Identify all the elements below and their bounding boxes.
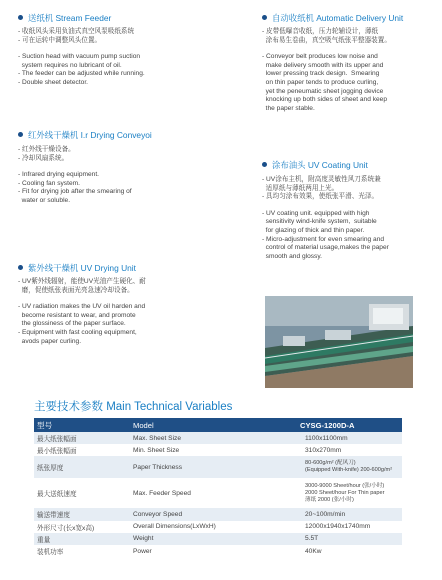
cell-value: 5.5T <box>260 533 402 545</box>
cell-zh: 重量 <box>34 533 130 545</box>
text-line: - Equipment with fast cooling equipment, <box>18 328 137 336</box>
cell-zh: 最小纸张幅面 <box>37 448 77 456</box>
cell-en: Paper Thickness <box>130 456 260 478</box>
text-line: on thin paper tends to produce curling, <box>262 78 379 86</box>
cell-zh: 装机功率 <box>37 549 64 557</box>
machine-photo <box>265 296 413 388</box>
text-line: 适厚纸与薄纸两用上光。 <box>262 184 339 192</box>
text-line: the glossiness of the paper surface. <box>18 320 126 328</box>
cell-value: 40Kw <box>305 547 322 555</box>
cell-value: 12000x1940x1740mm <box>305 523 371 531</box>
table-row <box>34 545 402 557</box>
cell-en: Conveyor Speed <box>130 508 260 520</box>
text-line: - 冷却风扇系统。 <box>18 154 69 162</box>
text-line: sensitivity wind-knife system, suitable <box>262 218 377 226</box>
header-cell: 型号 <box>34 418 130 432</box>
table-row <box>34 478 402 508</box>
table-row <box>34 456 402 478</box>
coating-title: 涂布油头 UV Coating Unit <box>262 159 368 171</box>
uv-dryer-title: 紫外线干燥机 UV Drying Unit <box>18 262 136 274</box>
cell-value: 80-600g/m² (配风刀) (Equipped With-knife) 200-600g/m² <box>260 456 402 478</box>
ir-dryer-title: 红外线干燥机 I.r Drying Conveyoi <box>18 129 152 141</box>
delivery-text <box>262 28 434 113</box>
text-line: - Cooling fan system. <box>18 179 80 187</box>
cell-zh: 输送带速度 <box>34 508 130 520</box>
cell-zh: 最大纸张幅面 <box>34 432 130 444</box>
text-line: - UV涂布主机，附高度灵敏性风刀系统兼 <box>262 176 381 183</box>
text-line: smooth and glossy. <box>262 252 322 260</box>
feeder-text <box>18 28 223 88</box>
text-line: for glazing of thick and thin paper. <box>262 226 365 234</box>
text-line: lower pressing track design. Smearing <box>262 70 380 78</box>
text-line: the paper stable. <box>262 104 315 112</box>
text-line: - The feeder can be adjusted while running. <box>18 70 145 78</box>
cell-zh: 纸张厚度 <box>34 456 130 478</box>
table-row <box>34 432 402 444</box>
text-line: - Infrared drying equipment. <box>18 171 99 179</box>
cell-en: Overall Dimensions(LxWxH) <box>133 523 216 531</box>
text-line: water or soluble. <box>18 196 71 204</box>
cell-value: 310x270mm <box>305 446 342 454</box>
header-cell: Model <box>130 418 260 432</box>
table-row <box>34 521 402 533</box>
text-line: - 具均匀涂布效果，使纸张平滑、光泽。 <box>262 193 379 201</box>
cell-zh: 最大送纸速度 <box>37 491 77 499</box>
ir-dryer-text <box>18 146 223 206</box>
cell-en: Weight <box>130 533 260 545</box>
text-line: - UV紫外线辐射，能使UV光油产生硬化、耐 <box>18 278 146 285</box>
text-line: - 皮带低曝音收纸，压力轮辅设计，薄纸 <box>262 28 379 35</box>
specs-title: 主要技术参数 Main Technical Variables <box>34 401 233 413</box>
bullet-icon <box>262 162 267 167</box>
text-line: - Conveyor belt produces low noise and <box>262 53 378 61</box>
cell-value: 20~100m/min <box>260 508 402 520</box>
text-line: become resistant to wear, and promote <box>18 311 136 319</box>
text-line: - UV radiation makes the UV oil harden and <box>18 303 146 311</box>
cell-zh: 外形尺寸(长x宽x高) <box>37 524 95 532</box>
text-line: control of material usage,makes the paper <box>262 244 389 252</box>
text-line: - 红外线干燥设备。 <box>18 146 75 153</box>
cell-en: Power <box>133 547 152 555</box>
table-row <box>34 444 402 456</box>
text-line: - Micro-adjustment for even smearing and <box>262 235 385 243</box>
bullet-icon <box>18 265 23 270</box>
bullet-icon <box>18 132 23 137</box>
text-line: yet the peneumatic sheet jogging device <box>262 87 384 95</box>
table-row <box>34 508 402 520</box>
cell-value: 3000-9000 Sheet/hour (张/小时) 2000 Sheet/hour For Thin paper 薄纸 2000 (张/小时) <box>305 482 385 503</box>
cell-en: Max. Feeder Speed <box>133 489 191 497</box>
text-line: make delivery smooth with its upper and <box>262 61 384 69</box>
cell-en: Max. Sheet Size <box>130 432 260 444</box>
text-line: 磨，促使纸张表面光亮急速冷却设备。 <box>18 286 134 294</box>
table-row <box>34 533 402 545</box>
text-line: - Fit for drying job after the smearing of <box>18 188 132 196</box>
specs-table <box>34 418 402 557</box>
text-line: 涂布易生卷曲，真空吸气纸张平整器装置。 <box>262 36 391 44</box>
coating-text <box>262 176 434 261</box>
feeder-title: 送纸机 Stream Feeder <box>18 12 111 24</box>
bullet-icon <box>18 15 23 20</box>
header-cell: CYSG-1200D-A <box>260 418 402 432</box>
text-line: - 收纸风头采用负油式真空风泵吸纸系统 <box>18 28 135 35</box>
text-line: - UV coating unit. equipped with high <box>262 209 370 217</box>
text-line: avods paper curling. <box>18 337 82 345</box>
bullet-icon <box>262 15 267 20</box>
text-line: - 可在运转中调整风头位置。 <box>18 36 102 44</box>
table-header-row <box>34 418 402 432</box>
cell-value: 1100x1100mm <box>260 432 402 444</box>
text-line: - Double sheet detector. <box>18 78 89 86</box>
delivery-title: 自动收纸机 Automatic Delivery Unit <box>262 12 403 24</box>
text-line: knocking up both sides of sheet and keep <box>262 96 388 104</box>
cell-en: Min. Sheet Size <box>133 446 180 454</box>
text-line: system requires no lubricant of oil. <box>18 61 122 69</box>
text-line: - Suction head with vacuum pump suction <box>18 53 141 61</box>
uv-dryer-text <box>18 278 233 346</box>
machine-illustration <box>265 296 413 388</box>
